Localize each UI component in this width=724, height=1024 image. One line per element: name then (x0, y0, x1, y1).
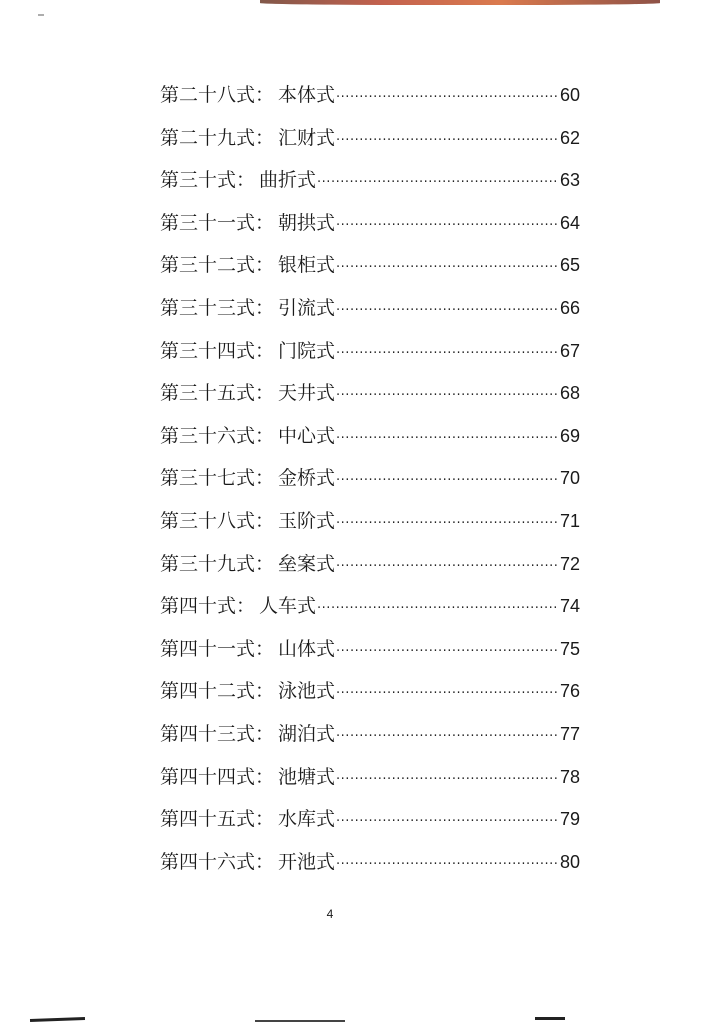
toc-entry-label: 第三十式 (160, 169, 237, 192)
toc-entry-page: 65 (559, 255, 580, 276)
toc-entry[interactable] (160, 719, 580, 762)
toc-entry-page: 80 (559, 851, 580, 872)
toc-entry-separator: ： (255, 382, 275, 405)
toc-entry-title: 玉阶式 (278, 509, 336, 532)
toc-entry-label: 第二十九式 (160, 126, 256, 149)
toc-dot-leader (317, 175, 559, 190)
toc-dot-leader (336, 814, 559, 829)
scan-edge-bottom-left (30, 1017, 85, 1022)
toc-entry-separator: ： (255, 339, 275, 362)
toc-entry-title: 门院式 (278, 339, 336, 362)
toc-entry-separator: ： (255, 808, 275, 831)
toc-entry-page: 63 (559, 170, 580, 191)
toc-entry-page: 68 (559, 383, 580, 404)
toc-entry-title: 汇财式 (278, 126, 336, 149)
toc-entry[interactable] (160, 762, 580, 805)
toc-entry-separator: ： (255, 637, 275, 660)
toc-entry-page: 64 (559, 212, 580, 233)
toc-entry-title: 天井式 (278, 382, 336, 405)
toc-entry-page: 74 (559, 596, 580, 617)
scan-edge-bottom-right (535, 1017, 565, 1020)
toc-dot-leader (336, 644, 559, 659)
scan-edge-bottom-mid (255, 1020, 345, 1022)
toc-entry[interactable] (160, 676, 580, 719)
toc-entry-separator: ： (255, 424, 275, 447)
toc-entry-separator: ： (255, 211, 275, 234)
toc-entry[interactable] (160, 804, 580, 847)
toc-entry-page: 67 (559, 340, 580, 361)
toc-entry[interactable] (160, 250, 580, 293)
toc-dot-leader (336, 218, 559, 233)
toc-entry-separator: ： (255, 850, 275, 873)
toc-dot-leader (336, 686, 559, 701)
toc-entry-title: 人车式 (259, 595, 317, 618)
toc-entry[interactable] (160, 293, 580, 336)
toc-dot-leader (336, 857, 559, 872)
toc-entry-title: 水库式 (278, 808, 336, 831)
toc-entry[interactable] (160, 549, 580, 592)
toc-entry-label: 第四十四式 (160, 765, 256, 788)
toc-entry-label: 第四十二式 (160, 680, 256, 703)
table-of-contents (160, 80, 580, 889)
toc-dot-leader (336, 559, 559, 574)
toc-entry-page: 60 (559, 85, 580, 105)
toc-entry-page: 70 (559, 468, 580, 489)
toc-entry-label: 第四十三式 (160, 722, 256, 745)
toc-dot-leader (336, 431, 559, 446)
toc-entry-separator: ： (236, 595, 256, 618)
toc-entry[interactable] (160, 336, 580, 379)
toc-entry-label: 第四十式 (160, 595, 237, 618)
toc-entry[interactable] (160, 506, 580, 549)
toc-entry-page: 62 (559, 127, 580, 148)
toc-entry-separator: ： (255, 296, 275, 319)
toc-entry-separator: ： (255, 254, 275, 277)
toc-entry-page: 69 (559, 425, 580, 446)
toc-entry-label: 第三十三式 (160, 296, 256, 319)
toc-entry-label: 第四十五式 (160, 808, 256, 831)
toc-entry-title: 山体式 (278, 637, 336, 660)
toc-entry-page: 71 (559, 510, 580, 531)
toc-dot-leader (336, 473, 559, 488)
toc-entry-title: 池塘式 (278, 765, 336, 788)
toc-entry-separator: ： (255, 552, 275, 575)
toc-entry-label: 第三十一式 (160, 211, 256, 234)
toc-entry-title: 垒案式 (278, 552, 336, 575)
toc-entry-label: 第三十五式 (160, 382, 256, 405)
toc-entry[interactable] (160, 80, 580, 123)
toc-entry[interactable] (160, 847, 580, 890)
toc-entry-label: 第三十九式 (160, 552, 256, 575)
toc-dot-leader (336, 729, 559, 744)
toc-entry[interactable] (160, 591, 580, 634)
toc-dot-leader (336, 772, 559, 787)
toc-entry-separator: ： (255, 722, 275, 745)
toc-entry-label: 第三十四式 (160, 339, 256, 362)
toc-entry-title: 开池式 (278, 850, 336, 873)
toc-entry-label: 第三十七式 (160, 467, 256, 490)
toc-entry-page: 79 (559, 809, 580, 830)
toc-entry-label: 第三十二式 (160, 254, 256, 277)
toc-entry-title: 湖泊式 (278, 722, 336, 745)
toc-entry-page: 72 (559, 553, 580, 574)
toc-entry-separator: ： (236, 169, 256, 192)
toc-entry-title: 金桥式 (278, 467, 336, 490)
toc-entry-title: 泳池式 (278, 680, 336, 703)
toc-entry-label: 第三十六式 (160, 424, 256, 447)
toc-entry-label: 第二十八式 (160, 84, 256, 106)
toc-dot-leader (336, 133, 559, 148)
scan-speck (38, 14, 44, 16)
toc-dot-leader (336, 516, 559, 531)
toc-entry-separator: ： (255, 765, 275, 788)
toc-entry[interactable] (160, 165, 580, 208)
toc-dot-leader (336, 388, 559, 403)
toc-dot-leader (336, 260, 559, 275)
toc-entry-title: 银柜式 (278, 254, 336, 277)
toc-entry-title: 朝拱式 (278, 211, 336, 234)
toc-entry-separator: ： (255, 509, 275, 532)
toc-entry-page: 76 (559, 681, 580, 702)
toc-entry-label: 第三十八式 (160, 509, 256, 532)
toc-entry-separator: ： (255, 126, 275, 149)
toc-entry-title: 引流式 (278, 296, 336, 319)
toc-entry-title: 本体式 (278, 84, 336, 106)
toc-entry-title: 中心式 (278, 424, 336, 447)
toc-dot-leader (336, 346, 559, 361)
toc-entry-separator: ： (255, 84, 275, 106)
toc-entry-separator: ： (255, 467, 275, 490)
toc-entry[interactable] (160, 208, 580, 251)
scan-edge-top (260, 0, 660, 5)
toc-entry[interactable] (160, 378, 580, 421)
toc-dot-leader (336, 90, 559, 105)
toc-dot-leader (317, 601, 559, 616)
toc-entry[interactable] (160, 421, 580, 464)
toc-entry-label: 第四十一式 (160, 637, 256, 660)
toc-entry-separator: ： (255, 680, 275, 703)
toc-entry-page: 75 (559, 638, 580, 659)
toc-entry-title: 曲折式 (259, 169, 317, 192)
toc-entry-page: 78 (559, 766, 580, 787)
toc-entry[interactable] (160, 463, 580, 506)
toc-entry[interactable] (160, 123, 580, 166)
toc-dot-leader (336, 303, 559, 318)
page-number: 4 (326, 907, 334, 921)
toc-entry-page: 77 (559, 723, 580, 744)
toc-entry-label: 第四十六式 (160, 850, 256, 873)
toc-entry[interactable] (160, 634, 580, 677)
toc-entry-page: 66 (559, 297, 580, 318)
